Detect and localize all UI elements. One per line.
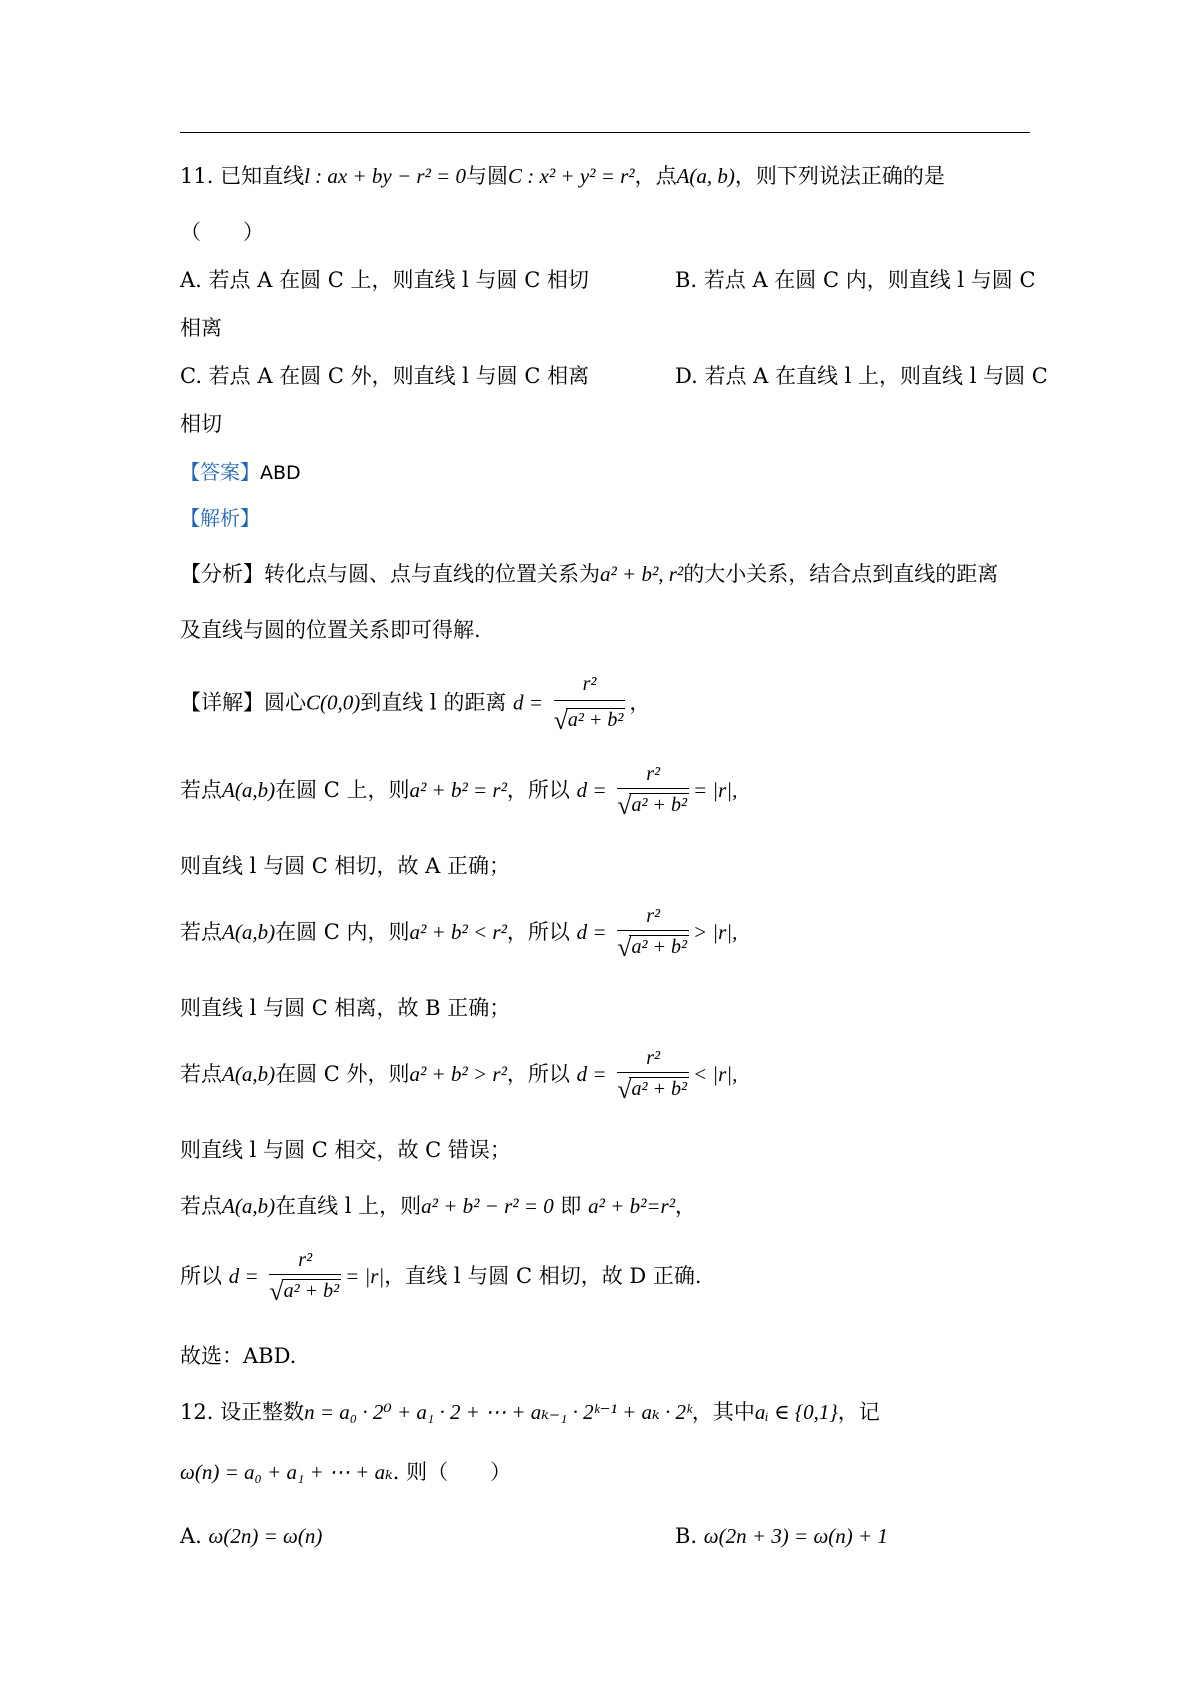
q12-set-expr: aᵢ ∈ {0,1}: [754, 1400, 838, 1424]
q11-option-d-cont: 相切: [180, 412, 222, 436]
q11-circle-eq: C : x² + y² = r²: [508, 164, 635, 188]
q12-omega-def: ω(n) = a₀ + a₁ + ⋯ + aₖ: [180, 1460, 393, 1484]
q12-option-b: B. ω(2n + 3) = ω(n) + 1: [675, 1524, 888, 1548]
answer-tag: 【答案】: [180, 460, 260, 484]
q12-number: 12.: [180, 1400, 214, 1424]
q12-option-a: A. ω(2n) = ω(n): [180, 1524, 323, 1548]
case-c-conclusion: 则直线 l 与圆 C 相交，故 C 错误；: [180, 1138, 511, 1162]
fenxi-line-1: 【分析】转化点与圆、点与直线的位置关系为a² + b², r²的大小关系，结合点到直线的距离: [180, 562, 999, 586]
q11-blank: （ ）: [180, 220, 264, 244]
fenxi-line-2: 及直线与圆的位置关系即可得解.: [180, 618, 481, 642]
q12-stem-2: ω(n) = a₀ + a₁ + ⋯ + aₖ. 则（ ）: [180, 1460, 512, 1484]
case-a-conclusion: 则直线 l 与圆 C 相切，故 A 正确；: [180, 854, 511, 878]
header-rule: [180, 132, 1030, 133]
answer-line: [180, 462, 301, 483]
q11-option-c: C. 若点 A 在圆 C 外，则直线 l 与圆 C 相离: [180, 364, 590, 388]
case-b-conclusion: 则直线 l 与圆 C 相离，故 B 正确；: [180, 996, 511, 1020]
q11-line-eq: l : ax + by − r² = 0: [304, 164, 467, 188]
q11-stem: 11. 已知直线l : ax + by − r² = 0与圆C : x² + y² = r²，点A(a, b)，则下列说法正确的是: [180, 164, 945, 188]
distance-fraction: $\frac{\text{r²}}{\text{√a² + b²}}$: [553, 673, 624, 735]
final-answer: 故选：ABD.: [180, 1344, 297, 1368]
case-d-line: 若点A(a,b)在直线 l 上，则a² + b² − r² = 0 即 a² + b²=r²，: [180, 1194, 697, 1218]
analysis-tag: 【解析】: [180, 506, 260, 530]
q11-option-b: B. 若点 A 在圆 C 内，则直线 l 与圆 C: [675, 268, 1036, 292]
case-b-line: 若点A(a,b)在圆 C 内，则a² + b² < r²，所以 d = $\frac{\text{r²}}{\text{√a² + b²}}$ > |r|,: [180, 905, 738, 962]
q11-point: A(a, b): [676, 164, 735, 188]
q12-n-expr: n = a₀ · 2⁰ + a₁ · 2 + ⋯ + aₖ₋₁ · 2ᵏ⁻¹ + aₖ · 2ᵏ: [304, 1400, 692, 1424]
detail-line: 【详解】圆心C(0,0)到直线 l 的距离 d = $\frac{\text{r²}}{\text{√a² + b²}}$ ，: [180, 673, 651, 735]
q11-option-d: D. 若点 A 在直线 l 上，则直线 l 与圆 C: [675, 364, 1048, 388]
q12-stem-1: 12. 设正整数n = a₀ · 2⁰ + a₁ · 2 + ⋯ + aₖ₋₁ · 2ᵏ⁻¹ + aₖ · 2ᵏ，其中aᵢ ∈ {0,1}，记: [180, 1400, 880, 1424]
case-a-line: 若点A(a,b)在圆 C 上，则a² + b² = r²，所以 d = $\frac{\text{r²}}{\text{√a² + b²}}$ = |r|,: [180, 763, 738, 820]
case-c-line: 若点A(a,b)在圆 C 外，则a² + b² > r²，所以 d = $\frac{\text{r²}}{\text{√a² + b²}}$ < |r|,: [180, 1047, 738, 1104]
q11-option-a: A. 若点 A 在圆 C 上，则直线 l 与圆 C 相切: [180, 268, 589, 292]
q11-number: 11.: [180, 164, 214, 188]
q11-option-b-cont: 相离: [180, 316, 222, 340]
case-d-so-line: 所以 d = $\frac{\text{r²}}{\text{√a² + b²}}$ = |r|，直线 l 与圆 C 相切，故 D 正确.: [180, 1249, 702, 1306]
detail-tag: 【详解】: [180, 690, 264, 715]
answer-value: ABD: [260, 462, 301, 484]
fenxi-tag: 【分析】: [180, 562, 264, 586]
